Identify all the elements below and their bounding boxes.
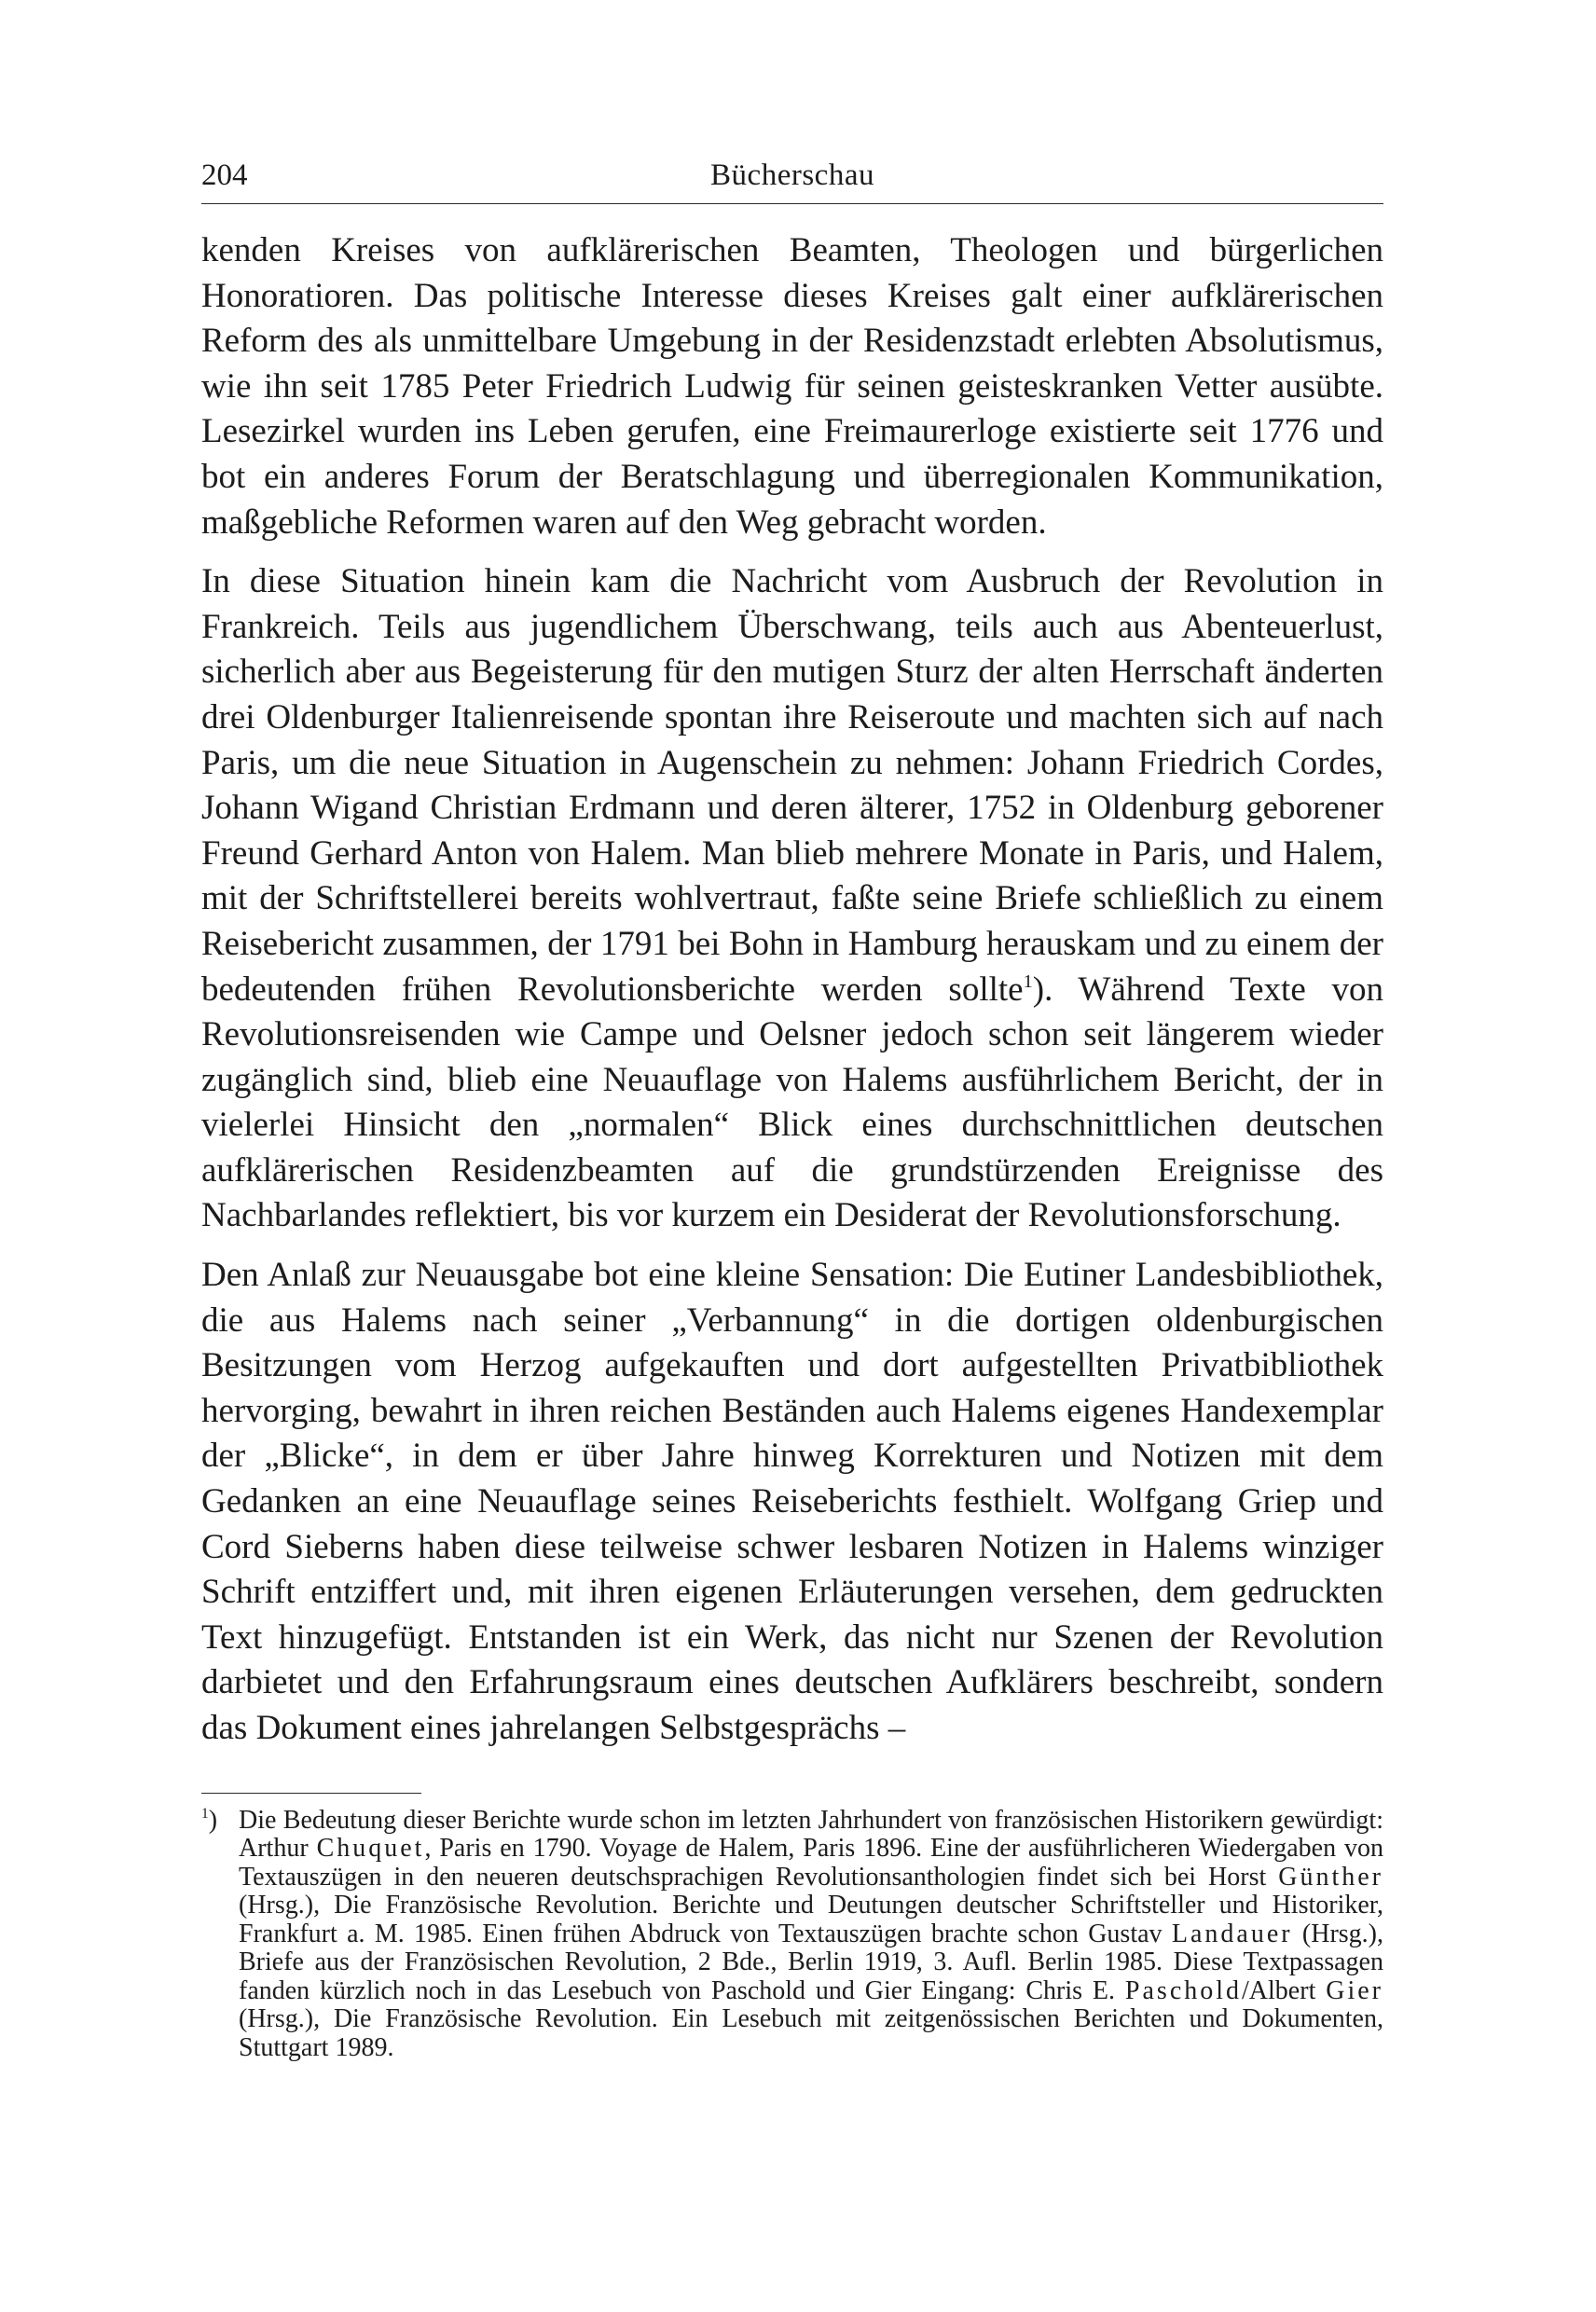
author-name-guenther: Günther [1278,1862,1383,1892]
paragraph-2 [201,559,1383,1239]
footnote-text-3: (Hrsg.), Die Französische Revolution. Berichte und Deutungen deutscher Schriftsteller und Historiker, Frankfurt a. M. 1985. Einen frühen Abdruck von Textauszügen brachte schon Gustav [239,1891,1383,1948]
footnote-text-6: (Hrsg.), Die Französische Revolution. Ein Lesebuch mit zeitgenössischen Berichten und Dokumenten, Stuttgart 1989. [239,2004,1383,2062]
paragraph-1-text: kenden Kreises von aufklärerischen Beamten, Theologen und bürgerlichen Honoratioren. Das politische Interesse dieses Kreises galt einer aufklärerischen Reform des als unmittelbare Umgebung in der Residenzstadt erlebten Absolutismus, wie ihn seit 1785 Peter Friedrich Ludwig für seinen geisteskranken Vetter ausübte. Lesezirkel wurden ins Leben gerufen, eine Freimaurerloge existierte seit 1776 und bot ein anderes Forum der Beratschlagung und überregionalen Kommunikation, maßgebliche Reformen waren auf den Weg gebracht worden. [201,231,1383,542]
footnote-text-4: (Hrsg.), Briefe aus der Französischen Revolution, 2 Bde., Berlin 1919, 3. Aufl. Berlin 1985. Diese Textpassagen fanden kürzlich noch in das Lesebuch von Paschold und Gier Eingang: Chris E. [239,1919,1383,2005]
footnote-text-5: /Albert [1242,1975,1327,2005]
footnote-rule [201,1793,421,1794]
author-name-gier: Gier [1326,1975,1383,2005]
footnote-reference: 1 [1023,970,1033,992]
paragraph-2-text-before-note: In diese Situation hinein kam die Nachricht vom Ausbruch der Revolution in Frankreich. Teils aus jugendlichem Überschwang, teils auch aus Abenteuerlust, sicherlich aber aus Begeisterung für den mutigen Sturz der alten Herrschaft änderten drei Oldenburger Italienreisende spontan ihre Reiseroute und machten sich auf nach Paris, um die neue Situation in Augenschein zu nehmen: Johann Friedrich Cordes, Johann Wigand Christian Erdmann und deren älterer, 1752 in Oldenburg geborener Freund Gerhard Anton von Halem. Man blieb mehrere Monate in Paris, und Halem, mit der Schriftstellerei bereits wohlvertraut, faßte seine Briefe schließlich zu einem Reisebericht zusammen, der 1791 bei Bohn in Hamburg herauskam und zu einem der bedeutenden frühen Revolutionsberichte werden sollte [201,562,1383,1009]
author-name-chuquet: Chuquet [316,1834,425,1864]
book-page [201,149,1383,2062]
author-name-paschold: Paschold [1124,1975,1243,2005]
author-name-landauer: Landauer [1171,1919,1293,1948]
footnote-mark: $^1$) [201,1805,218,1835]
header-rule [201,203,1383,204]
footnote-text-2: , Paris en 1790. Voyage de Halem, Paris 1896. Eine der ausführlicheren Wiedergaben von Textauszügen in den neueren deutschsprachigen Revolutionsanthologien findet sich bei Horst [239,1834,1383,1892]
paragraph-3 [201,1253,1383,1752]
footnote [201,1807,1383,2063]
footnote-text-1: Die Bedeutung dieser Berichte wurde schon im letzten Jahrhundert von französischen Historikern gewürdigt: Arthur [239,1805,1383,1864]
paragraph-1 [201,228,1383,545]
page-number: 204 [201,158,248,192]
paragraph-3-text: Den Anlaß zur Neuausgabe bot eine kleine Sensation: Die Eutiner Landesbibliothek, die aus Halems nach seiner „Verbannung“ in die dortigen oldenburgischen Besitzungen vom Herzog aufgekauften und dort aufgestellten Privatbibliothek hervorging, bewahrt in ihren reichen Beständen auch Halems eigenes Handexemplar der „Blicke“, in dem er über Jahre hinweg Korrekturen und Notizen mit dem Gedanken an eine Neuauflage seines Reiseberichts festhielt. Wolfgang Griep und Cord Sieberns haben diese teilweise schwer lesbaren Notizen in Halems winziger Schrift entziffert und, mit ihren eigenen Erläuterungen versehen, dem gedruckten Text hinzugefügt. Entstanden ist ein Werk, das nicht nur Szenen der Revolution darbietet und den Erfahrungsraum eines deutschen Aufklärers beschreibt, sondern das Dokument eines jahrelangen Selbstgesprächs – [201,1256,1383,1747]
body-text [201,228,1383,1752]
running-title: Bücherschau [710,158,874,192]
running-head [201,149,1383,201]
paragraph-2-text-after-note: ). Während Texte von Revolutionsreisenden wie Campe und Oelsner jedoch schon seit längerem wieder zugänglich sind, blieb eine Neuauflage von Halems ausführlichem Bericht, der in vielerlei Hinsicht den „normalen“ Blick eines durchschnittlichen deutschen aufklärerischen Residenzbeamten auf die grundstürzenden Ereignisse des Nachbarlandes reflektiert, bis vor kurzem ein Desiderat der Revolutionsforschung. [201,970,1383,1235]
